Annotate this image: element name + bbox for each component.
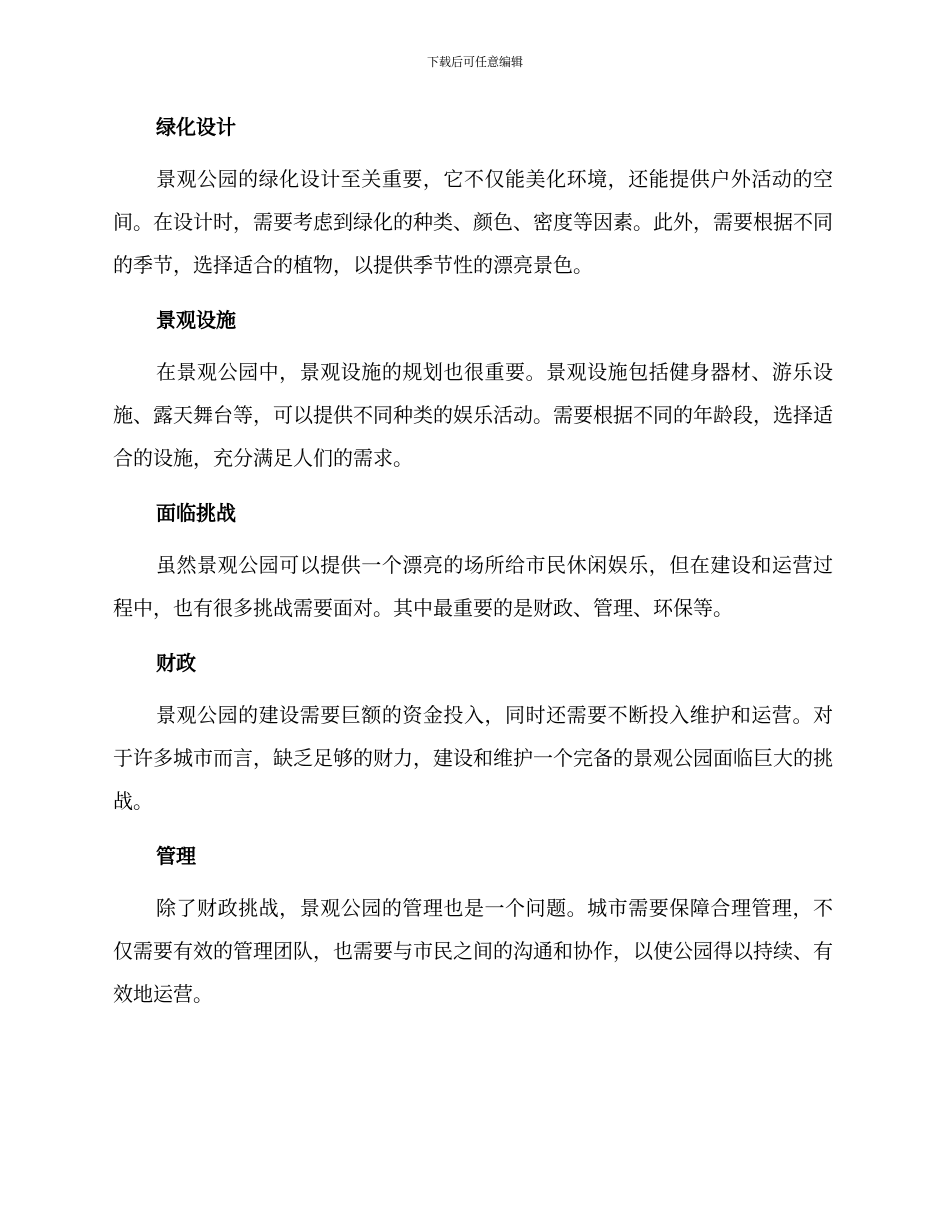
section-paragraph: 景观公园的建设需要巨额的资金投入，同时还需要不断投入维护和运营。对于许多城市而言，缺乏足够的财力，建设和维护一个完备的景观公园面临巨大的挑战。 [113, 703, 833, 813]
section-paragraph: 虽然景观公园可以提供一个漂亮的场所给市民休闲娱乐，但在建设和运营过程中，也有很多挑战需要面对。其中最重要的是财政、管理、环保等。 [113, 553, 833, 620]
section-landscape-facilities [113, 301, 833, 480]
section-heading: 财政 [156, 651, 196, 675]
section-finance [113, 644, 833, 823]
section-heading: 面临挑战 [156, 501, 236, 525]
section-challenges [113, 494, 833, 630]
section-management [113, 837, 833, 1016]
section-paragraph: 除了财政挑战，景观公园的管理也是一个问题。城市需要保障合理管理，不仅需要有效的管理团队，也需要与市民之间的沟通和协作，以使公园得以持续、有效地运营。 [113, 896, 833, 1006]
document-body [113, 108, 833, 1030]
section-heading: 景观设施 [156, 308, 236, 332]
section-heading: 管理 [156, 844, 196, 868]
section-greening-design [113, 108, 833, 287]
section-paragraph: 在景观公园中，景观设施的规划也很重要。景观设施包括健身器材、游乐设施、露天舞台等，可以提供不同种类的娱乐活动。需要根据不同的年龄段，选择适合的设施，充分满足人们的需求。 [113, 360, 833, 470]
section-paragraph: 景观公园的绿化设计至关重要，它不仅能美化环境，还能提供户外活动的空间。在设计时，需要考虑到绿化的种类、颜色、密度等因素。此外，需要根据不同的季节，选择适合的植物，以提供季节性的漂亮景色。 [113, 167, 833, 277]
page-header: 下载后可任意编辑 [426, 55, 523, 69]
section-heading: 绿化设计 [156, 115, 236, 139]
